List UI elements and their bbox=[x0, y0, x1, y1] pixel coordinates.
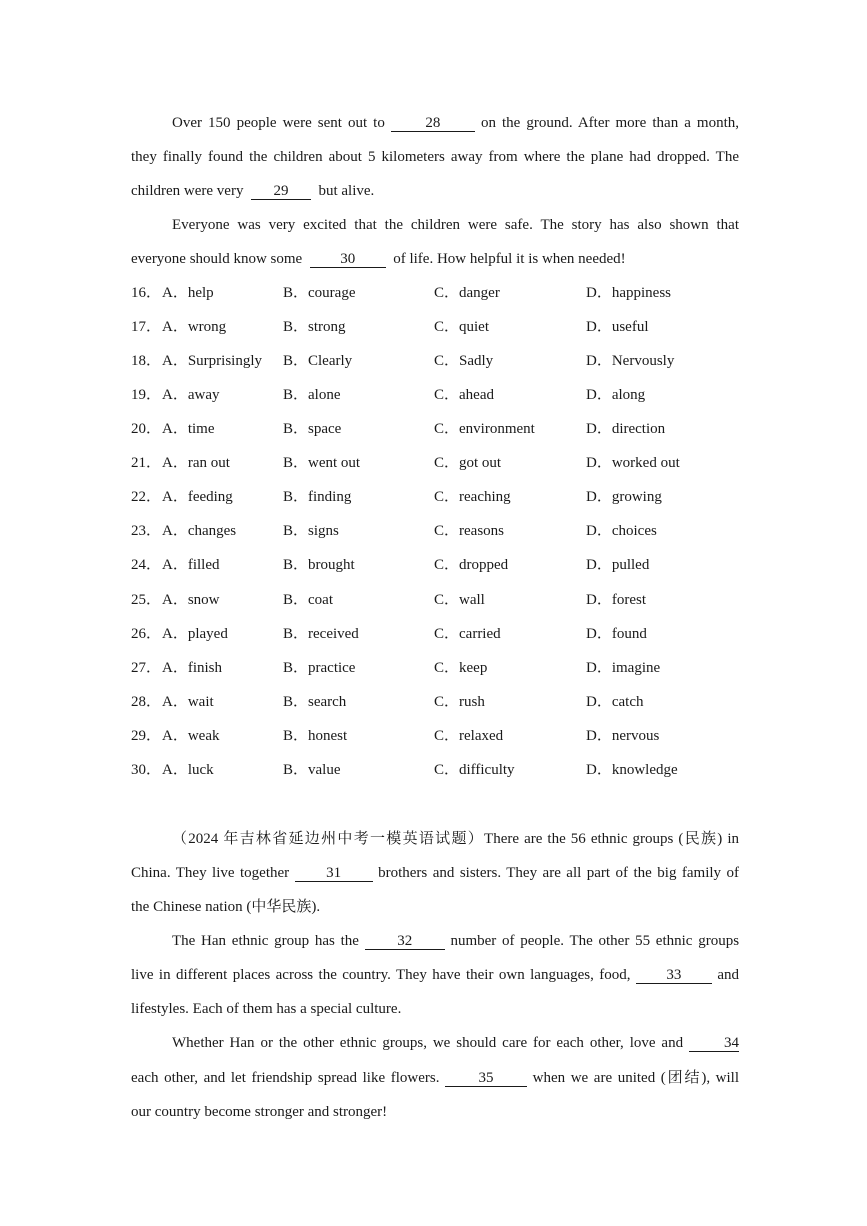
question-number: 18． bbox=[131, 353, 162, 369]
question-row bbox=[131, 419, 751, 439]
text: each other, and let friendship spread like flowers. bbox=[131, 1070, 440, 1086]
question-row bbox=[131, 590, 751, 610]
option-b: B．coat bbox=[283, 592, 333, 608]
question-number: 23． bbox=[131, 523, 162, 539]
blank-35: 35 bbox=[445, 1070, 527, 1087]
text: Whether Han or the other ethnic groups, we should care for each other, love and bbox=[172, 1035, 684, 1051]
question-row bbox=[131, 555, 751, 575]
question-number: 25． bbox=[131, 592, 162, 608]
question-row bbox=[131, 658, 751, 678]
option-c: C．quiet bbox=[434, 319, 489, 335]
blank-33: 33 bbox=[636, 967, 712, 984]
option-c: C．difficulty bbox=[434, 762, 515, 778]
question-row bbox=[131, 760, 751, 780]
option-a: A．wait bbox=[162, 694, 214, 710]
text: The Han ethnic group has the bbox=[172, 933, 359, 949]
question-number: 20． bbox=[131, 421, 162, 437]
passage-line bbox=[131, 1068, 739, 1088]
option-d: D．knowledge bbox=[586, 762, 678, 778]
option-d: D．pulled bbox=[586, 557, 650, 573]
question-number: 17． bbox=[131, 319, 162, 335]
passage-line bbox=[172, 931, 739, 951]
option-d: D．imagine bbox=[586, 660, 661, 676]
option-c: C．wall bbox=[434, 592, 485, 608]
passage-line bbox=[131, 181, 739, 201]
question-number: 30． bbox=[131, 762, 162, 778]
question-number: 22． bbox=[131, 489, 162, 505]
question-row bbox=[131, 521, 751, 541]
option-d: D．catch bbox=[586, 694, 644, 710]
passage-line: they finally found the children about 5 kilometers away from where the plane had dropped. The bbox=[131, 149, 739, 165]
option-d: D．choices bbox=[586, 523, 657, 539]
blank-30: 30 bbox=[310, 251, 386, 268]
option-b: B．honest bbox=[283, 728, 348, 744]
option-d: D．growing bbox=[586, 489, 662, 505]
option-b: B．finding bbox=[283, 489, 352, 505]
text: number of people. The other 55 ethnic groups bbox=[450, 933, 740, 949]
blank-34: 34 bbox=[689, 1035, 739, 1052]
question-row bbox=[131, 453, 751, 473]
question-number: 19． bbox=[131, 387, 162, 403]
option-c: C．dropped bbox=[434, 557, 509, 573]
passage-line: （2024 年吉林省延边州中考一模英语试题）There are the 56 ethnic groups (民族) in bbox=[172, 831, 739, 847]
text: Over 150 people were sent out to bbox=[172, 115, 385, 131]
option-d: D．worked out bbox=[586, 455, 680, 471]
passage-line bbox=[172, 1033, 739, 1053]
option-a: A．weak bbox=[162, 728, 220, 744]
option-a: A．changes bbox=[162, 523, 237, 539]
question-row bbox=[131, 351, 751, 371]
option-d: D．Nervously bbox=[586, 353, 675, 369]
blank-29: 29 bbox=[251, 183, 311, 200]
option-a: A．filled bbox=[162, 557, 220, 573]
text: but alive. bbox=[318, 183, 375, 199]
option-b: B．signs bbox=[283, 523, 339, 539]
option-a: A．finish bbox=[162, 660, 223, 676]
blank-28: 28 bbox=[391, 115, 475, 132]
option-a: A．luck bbox=[162, 762, 214, 778]
question-number: 24． bbox=[131, 557, 162, 573]
passage-line bbox=[172, 113, 739, 133]
passage-line: lifestyles. Each of them has a special culture. bbox=[131, 1001, 402, 1017]
option-d: D．nervous bbox=[586, 728, 660, 744]
option-d: D．found bbox=[586, 626, 647, 642]
passage-line: the Chinese nation (中华民族). bbox=[131, 899, 321, 915]
option-c: C．environment bbox=[434, 421, 535, 437]
option-b: B．strong bbox=[283, 319, 346, 335]
option-b: B．received bbox=[283, 626, 359, 642]
option-d: D．forest bbox=[586, 592, 646, 608]
option-a: A．time bbox=[162, 421, 215, 437]
text: brothers and sisters. They are all part of the big family of bbox=[378, 865, 740, 881]
option-a: A．help bbox=[162, 285, 214, 301]
passage-line bbox=[131, 249, 739, 269]
text: China. They live together bbox=[131, 865, 290, 881]
question-number: 28． bbox=[131, 694, 162, 710]
option-b: B．practice bbox=[283, 660, 356, 676]
option-b: B．alone bbox=[283, 387, 341, 403]
option-c: C．danger bbox=[434, 285, 500, 301]
text: children were very bbox=[131, 183, 244, 199]
text: live in different places across the country. They have their own languages, food, bbox=[131, 967, 631, 983]
question-row bbox=[131, 487, 751, 507]
question-row bbox=[131, 726, 751, 746]
option-b: B．space bbox=[283, 421, 342, 437]
question-number: 16． bbox=[131, 285, 162, 301]
question-row bbox=[131, 385, 751, 405]
passage-line bbox=[131, 965, 739, 985]
question-row bbox=[131, 624, 751, 644]
option-a: A．feeding bbox=[162, 489, 233, 505]
option-d: D．happiness bbox=[586, 285, 671, 301]
question-number: 26． bbox=[131, 626, 162, 642]
option-c: C．keep bbox=[434, 660, 488, 676]
option-b: B．value bbox=[283, 762, 341, 778]
option-c: C．carried bbox=[434, 626, 501, 642]
option-a: A．away bbox=[162, 387, 220, 403]
option-a: A．ran out bbox=[162, 455, 230, 471]
option-c: C．reaching bbox=[434, 489, 511, 505]
option-a: A．played bbox=[162, 626, 228, 642]
option-c: C．Sadly bbox=[434, 353, 494, 369]
option-b: B．Clearly bbox=[283, 353, 353, 369]
passage-line: Everyone was very excited that the children were safe. The story has also shown that bbox=[172, 217, 739, 233]
question-number: 27． bbox=[131, 660, 162, 676]
option-c: C．got out bbox=[434, 455, 502, 471]
option-a: A．Surprisingly bbox=[162, 353, 263, 369]
passage-line bbox=[131, 863, 739, 883]
question-row bbox=[131, 283, 751, 303]
option-b: B．courage bbox=[283, 285, 356, 301]
text: and bbox=[717, 967, 740, 983]
text: when we are united (团结), will bbox=[532, 1070, 739, 1086]
option-b: B．search bbox=[283, 694, 347, 710]
option-d: D．along bbox=[586, 387, 646, 403]
option-c: C．rush bbox=[434, 694, 485, 710]
blank-31: 31 bbox=[295, 865, 373, 882]
text: of life. How helpful it is when needed! bbox=[393, 251, 626, 267]
option-a: A．snow bbox=[162, 592, 220, 608]
blank-32: 32 bbox=[365, 933, 445, 950]
option-d: D．useful bbox=[586, 319, 649, 335]
text: everyone should know some bbox=[131, 251, 303, 267]
text: on the ground. After more than a month, bbox=[480, 115, 740, 131]
option-b: B．went out bbox=[283, 455, 361, 471]
passage-line: our country become stronger and stronger! bbox=[131, 1104, 388, 1120]
question-number: 21． bbox=[131, 455, 162, 471]
question-row bbox=[131, 692, 751, 712]
option-c: C．reasons bbox=[434, 523, 504, 539]
question-number: 29． bbox=[131, 728, 162, 744]
option-c: C．ahead bbox=[434, 387, 494, 403]
question-row bbox=[131, 317, 751, 337]
option-a: A．wrong bbox=[162, 319, 227, 335]
option-d: D．direction bbox=[586, 421, 666, 437]
option-b: B．brought bbox=[283, 557, 355, 573]
option-c: C．relaxed bbox=[434, 728, 504, 744]
